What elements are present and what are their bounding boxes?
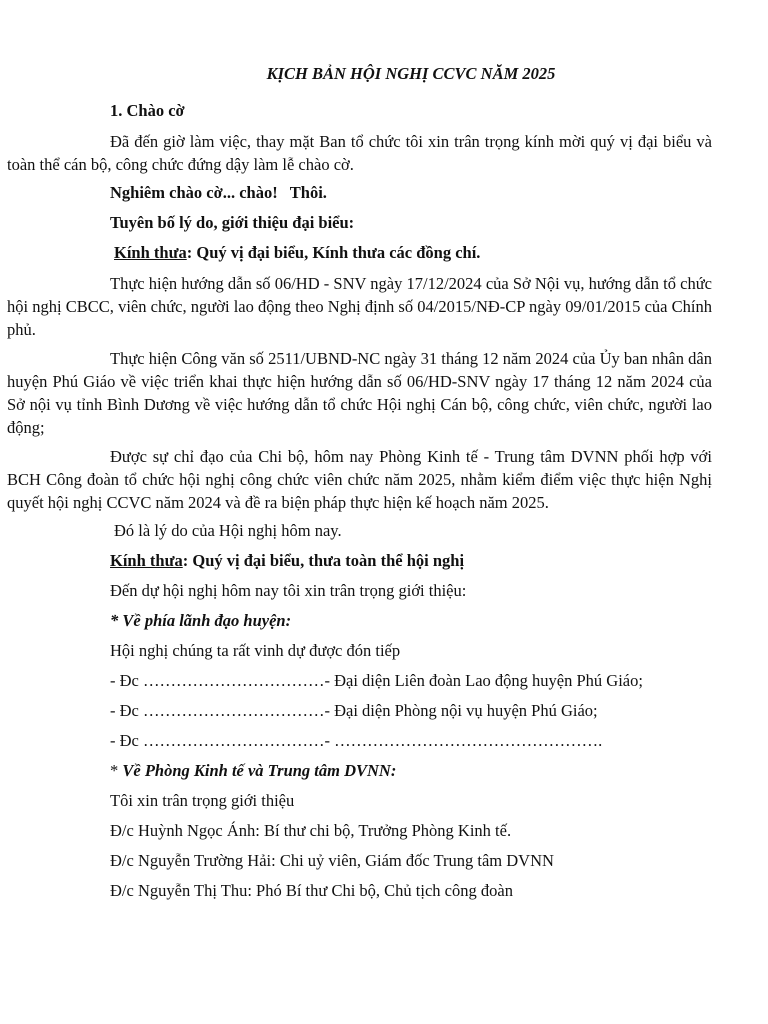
member-item: Đ/c Nguyễn Trường Hải: Chi uỷ viên, Giám đốc Trung tâm DVNN: [110, 851, 554, 870]
dept-heading-text: Về Phòng Kinh tế và Trung tâm DVNN:: [122, 761, 397, 780]
announce-heading: Tuyên bố lý do, giới thiệu đại biểu:: [110, 213, 355, 232]
section-heading-flag-salute: 1. Chào cờ: [110, 101, 185, 120]
paragraph-guidance: [7, 272, 712, 341]
document-title: KỊCH BẢN HỘI NGHỊ CCVC NĂM 2025: [266, 64, 556, 83]
greeting-rest-2: : Quý vị đại biểu, thưa toàn thể hội nghị: [182, 551, 465, 570]
intro-line: Đến dự hội nghị hôm nay tôi xin trân trọng giới thiệu:: [110, 581, 467, 600]
salute-command: Nghiêm chào cờ... chào! Thôi.: [110, 183, 327, 202]
honor-line: Hội nghị chúng ta rất vinh dự được đón tiếp: [110, 641, 401, 660]
dept-intro: Tôi xin trân trọng giới thiệu: [110, 791, 295, 810]
paragraph-guidance-text: Thực hiện hướng dẫn số 06/HD - SNV ngày 17/12/2024 của Sở Nội vụ, hướng dẫn tổ chức hội nghị CBCC, viên chức, người lao động theo Nghị định số 04/2015/NĐ-CP ngày 09/01/2015 của Chính phủ.: [7, 274, 712, 339]
dept-heading-star: *: [110, 761, 123, 780]
leaders-heading: * Về phía lãnh đạo huyện:: [110, 611, 292, 630]
guest-item: - Đc ……………………………- Đại diện Phòng nội vụ huyện Phú Giáo;: [110, 701, 598, 720]
paragraph-opening: [7, 130, 712, 176]
greeting-line-2: [110, 550, 712, 572]
paragraph-official-letter: [7, 347, 712, 439]
greeting-line-1: [114, 242, 712, 264]
member-item: Đ/c Nguyễn Thị Thu: Phó Bí thư Chi bộ, Chủ tịch công đoàn: [110, 881, 513, 900]
paragraph-direction: [7, 445, 712, 514]
dept-heading: [110, 760, 712, 782]
paragraph-official-letter-text: Thực hiện Công văn số 2511/UBND-NC ngày 31 tháng 12 năm 2024 của Ủy ban nhân dân huyện Phú Giáo về việc triển khai thực hiện hướng dẫn số 06/HD-SNV ngày 17 tháng 12 năm 2024 của Sở nội vụ tỉnh Bình Dương về việc hướng dẫn tổ chức Hội nghị Cán bộ, công chức, viên chức, người lao động;: [7, 349, 712, 437]
reason-end: Đó là lý do của Hội nghị hôm nay.: [114, 521, 342, 540]
paragraph-direction-text: Được sự chỉ đạo của Chi bộ, hôm nay Phòng Kinh tế - Trung tâm DVNN phối hợp với BCH Công đoàn tổ chức hội nghị công chức viên chức năm 2025, nhằm kiểm điểm việc thực hiện Nghị quyết hội nghị CCVC năm 2024 và đề ra biện pháp thực hiện kế hoạch năm 2025.: [7, 447, 712, 512]
greeting-kinh-thua-2: Kính thưa: [110, 551, 183, 570]
paragraph-opening-text: Đã đến giờ làm việc, thay mặt Ban tổ chức tôi xin trân trọng kính mời quý vị đại biểu và toàn thể cán bộ, công chức đứng dậy làm lễ chào cờ.: [7, 132, 712, 174]
guest-item: - Đc ……………………………- Đại diện Liên đoàn Lao động huyện Phú Giáo;: [110, 671, 643, 690]
member-item: Đ/c Huỳnh Ngọc Ánh: Bí thư chi bộ, Trưởng Phòng Kinh tế.: [110, 821, 512, 840]
greeting-rest: : Quý vị đại biểu, Kính thưa các đồng chí.: [186, 243, 481, 262]
greeting-kinh-thua: Kính thưa: [114, 243, 187, 262]
guest-item: - Đc ……………………………- ………………………………………….: [110, 731, 603, 750]
